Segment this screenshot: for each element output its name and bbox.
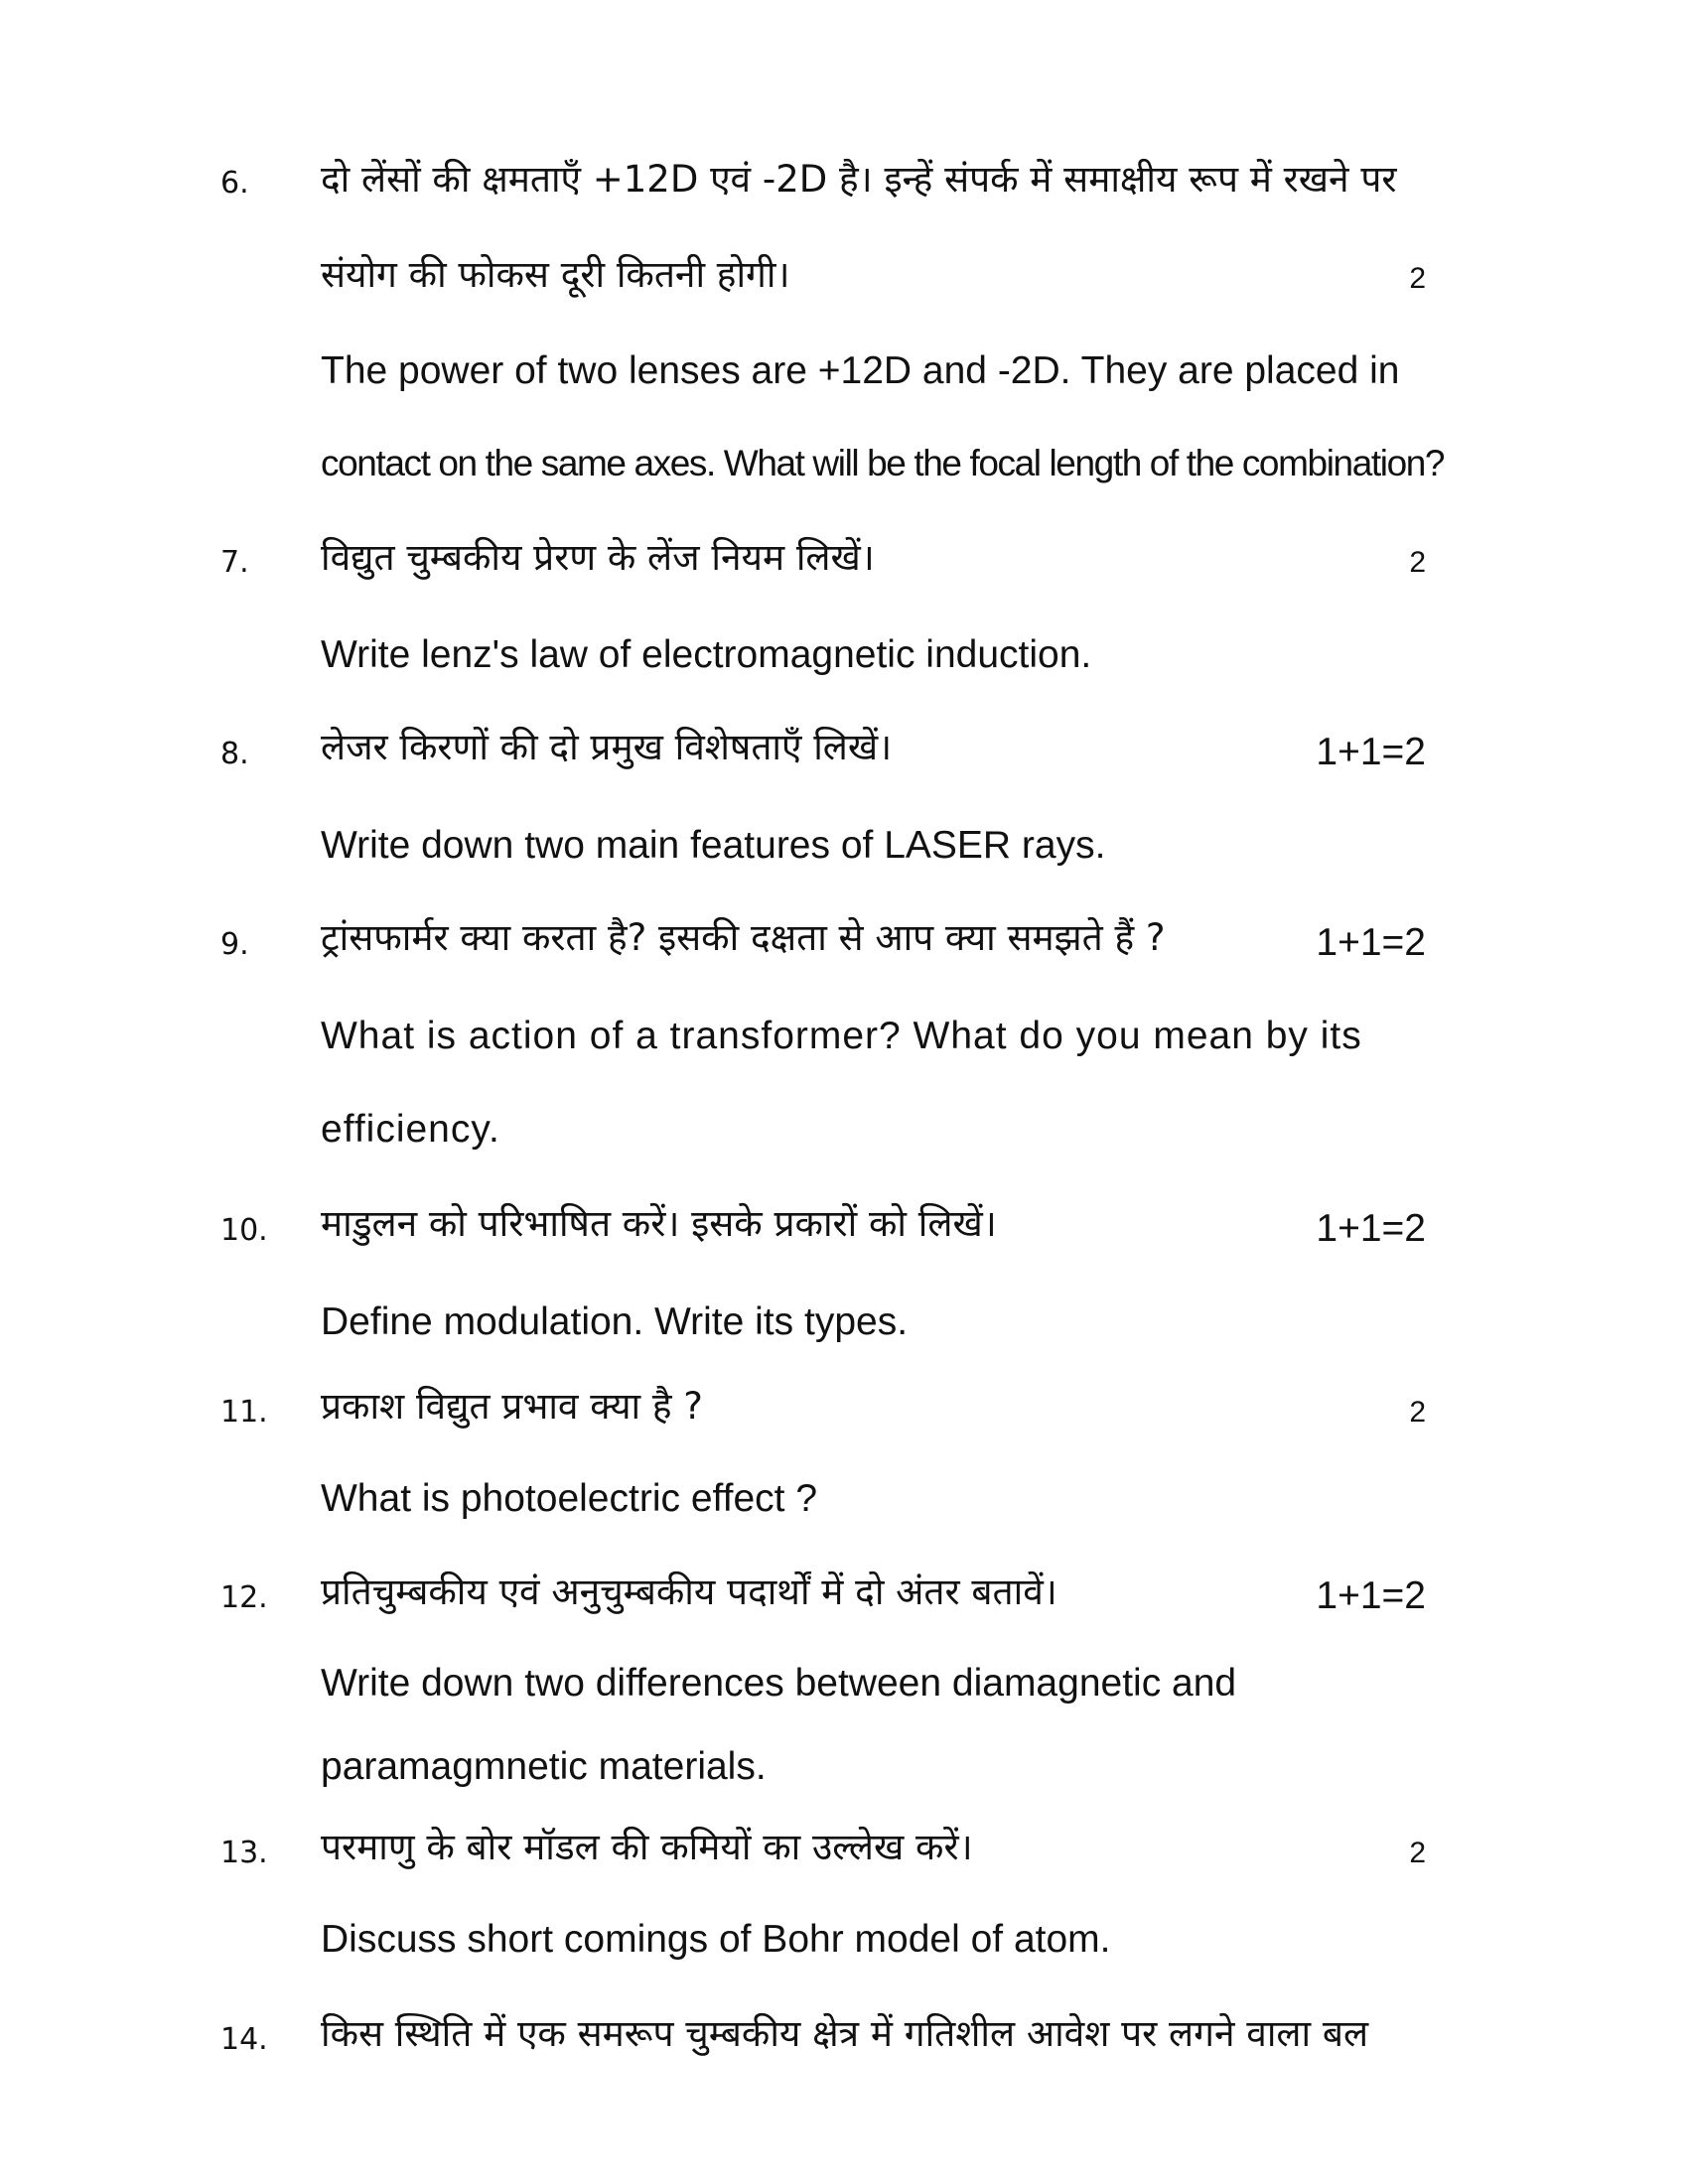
question-hindi-text: माडुलन को परिभाषित करें। इसके प्रकारों को लिखें। bbox=[321, 1202, 997, 1245]
question-marks: 1+1=2 bbox=[1316, 731, 1426, 773]
question-hindi-text: प्रकाश विद्युत प्रभाव क्या है ? bbox=[321, 1385, 703, 1428]
question-english-text: Write lenz's law of electromagnetic induction. bbox=[321, 633, 1092, 676]
question-english-text: efficiency. bbox=[321, 1108, 500, 1151]
question-number: 10. bbox=[220, 1213, 268, 1248]
question-number: 12. bbox=[220, 1580, 268, 1615]
question-number: 8. bbox=[220, 737, 249, 771]
question-hindi-text: दो लेंसों की क्षमताएँ +12D एवं -2D है। इन्हें संपर्क में समाक्षीय रूप में रखने पर bbox=[321, 158, 1397, 201]
question-number: 11. bbox=[220, 1395, 268, 1430]
question-number: 6. bbox=[220, 166, 249, 201]
question-english-text: Write down two main features of LASER rays. bbox=[321, 824, 1106, 867]
question-hindi-text: लेजर किरणों की दो प्रमुख विशेषताएँ लिखें। bbox=[321, 726, 893, 768]
question-hindi-text: संयोग की फोकस दूरी कितनी होगी। bbox=[321, 253, 790, 296]
question-marks: 2 bbox=[1409, 1837, 1426, 1869]
question-english-text: Discuss short comings of Bohr model of atom. bbox=[321, 1918, 1111, 1961]
question-number: 14. bbox=[220, 2022, 268, 2057]
question-english-text: contact on the same axes. What will be the focal length of the combination? bbox=[321, 443, 1445, 483]
question-marks: 2 bbox=[1409, 546, 1426, 579]
question-hindi-text: ट्रांसफार्मर क्या करता है? इसकी दक्षता से आप क्या समझते हैं ? bbox=[321, 916, 1166, 959]
question-english-text: What is photoelectric effect ? bbox=[321, 1477, 818, 1520]
question-marks: 1+1=2 bbox=[1316, 1574, 1426, 1617]
question-english-text: The power of two lenses are +12D and -2D. They are placed in bbox=[321, 349, 1400, 392]
question-english-text: paramagmnetic materials. bbox=[321, 1745, 767, 1788]
question-hindi-text: प्रतिचुम्बकीय एवं अनुचुम्बकीय पदार्थों में दो अंतर बतावें। bbox=[321, 1570, 1057, 1613]
question-hindi-text: किस स्थिति में एक समरूप चुम्बकीय क्षेत्र में गतिशील आवेश पर लगने वाला बल bbox=[321, 2012, 1369, 2055]
question-hindi-text: विद्युत चुम्बकीय प्रेरण के लेंज नियम लिखें। bbox=[321, 536, 875, 579]
question-hindi-text: परमाणु के बोर मॉडल की कमियों का उल्लेख करें। bbox=[321, 1826, 973, 1868]
question-marks: 1+1=2 bbox=[1316, 1207, 1426, 1250]
question-number: 7. bbox=[220, 545, 249, 580]
question-marks: 2 bbox=[1409, 262, 1426, 295]
question-english-text: Define modulation. Write its types. bbox=[321, 1300, 909, 1343]
question-marks: 1+1=2 bbox=[1316, 921, 1426, 964]
question-english-text: Write down two differences between diamagnetic and bbox=[321, 1662, 1237, 1705]
question-marks: 2 bbox=[1409, 1396, 1426, 1429]
question-number: 13. bbox=[220, 1836, 268, 1870]
question-english-text: What is action of a transformer? What do you mean by its bbox=[321, 1015, 1362, 1057]
question-number: 9. bbox=[220, 927, 249, 962]
